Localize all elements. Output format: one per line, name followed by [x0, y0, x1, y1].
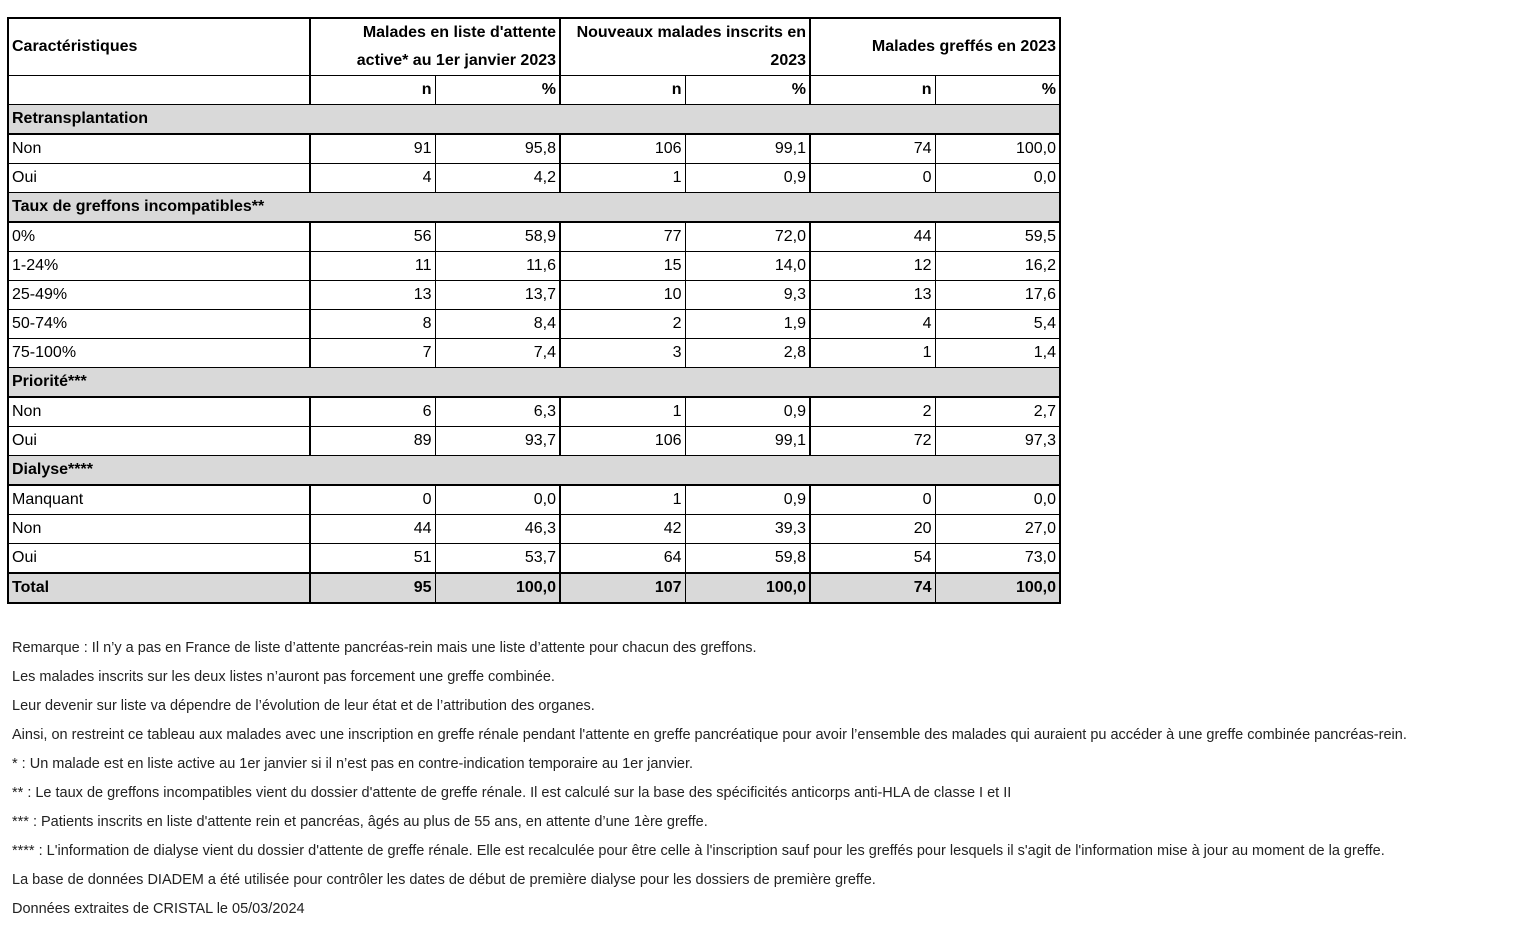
cell-count: 64	[560, 544, 685, 574]
footnote-line: Les malades inscrits sur les deux listes n’auront pas forcement une greffe combinée.	[12, 669, 555, 685]
row-label: Oui	[8, 427, 310, 456]
cell-percent: 9,3	[685, 281, 810, 310]
subheader-blank	[8, 76, 310, 105]
cell-count: 56	[310, 222, 435, 252]
cell-count: 2	[810, 397, 935, 427]
section-title: Taux de greffons incompatibles**	[8, 193, 1060, 223]
cell-count: 72	[810, 427, 935, 456]
table-row	[8, 397, 1060, 427]
cell-count: 2	[560, 310, 685, 339]
cell-count: 106	[560, 134, 685, 164]
cell-percent: 99,1	[685, 134, 810, 164]
total-percent: 100,0	[435, 573, 560, 603]
table-row	[8, 544, 1060, 574]
cell-count: 15	[560, 252, 685, 281]
cell-percent: 8,4	[435, 310, 560, 339]
cell-percent: 11,6	[435, 252, 560, 281]
cell-percent: 17,6	[935, 281, 1060, 310]
section-title: Priorité***	[8, 368, 1060, 398]
row-label: Oui	[8, 544, 310, 574]
cell-count: 1	[560, 397, 685, 427]
cell-percent: 1,4	[935, 339, 1060, 368]
cell-percent: 16,2	[935, 252, 1060, 281]
cell-percent: 1,9	[685, 310, 810, 339]
table-row	[8, 515, 1060, 544]
row-label: Oui	[8, 164, 310, 193]
subheader-pct: %	[435, 76, 560, 105]
cell-percent: 93,7	[435, 427, 560, 456]
total-percent: 100,0	[685, 573, 810, 603]
footnote-line: Données extraites de CRISTAL le 05/03/2024	[12, 901, 305, 917]
cell-percent: 27,0	[935, 515, 1060, 544]
cell-count: 3	[560, 339, 685, 368]
cell-count: 74	[810, 134, 935, 164]
total-count: 74	[810, 573, 935, 603]
total-row	[8, 573, 1060, 603]
cell-percent: 39,3	[685, 515, 810, 544]
cell-percent: 97,3	[935, 427, 1060, 456]
cell-count: 44	[310, 515, 435, 544]
header-new-patients: Nouveaux malades inscrits en 2023	[560, 18, 810, 76]
cell-percent: 46,3	[435, 515, 560, 544]
cell-count: 0	[310, 485, 435, 515]
cell-percent: 14,0	[685, 252, 810, 281]
cell-count: 20	[810, 515, 935, 544]
cell-percent: 59,8	[685, 544, 810, 574]
table-row	[8, 310, 1060, 339]
cell-percent: 0,9	[685, 485, 810, 515]
cell-count: 7	[310, 339, 435, 368]
cell-count: 13	[810, 281, 935, 310]
cell-count: 10	[560, 281, 685, 310]
table-row	[8, 164, 1060, 193]
cell-percent: 73,0	[935, 544, 1060, 574]
cell-percent: 4,2	[435, 164, 560, 193]
table-subheader-row	[8, 76, 1060, 105]
cell-count: 91	[310, 134, 435, 164]
characteristics-table	[7, 17, 1061, 604]
cell-percent: 5,4	[935, 310, 1060, 339]
cell-percent: 6,3	[435, 397, 560, 427]
table-row	[8, 339, 1060, 368]
cell-count: 4	[810, 310, 935, 339]
cell-percent: 59,5	[935, 222, 1060, 252]
table-body	[8, 105, 1060, 604]
cell-percent: 99,1	[685, 427, 810, 456]
cell-percent: 53,7	[435, 544, 560, 574]
footnote-line: **** : L'information de dialyse vient du dossier d'attente de greffe rénale. Elle est recalculée pour être celle à l'inscription sauf pour les greffés pour lesquels il s'agit de l'information mise à jour au moment de la greffe.	[12, 843, 1385, 859]
subheader-n: n	[310, 76, 435, 105]
total-percent: 100,0	[935, 573, 1060, 603]
cell-percent: 0,0	[435, 485, 560, 515]
cell-count: 89	[310, 427, 435, 456]
row-label: Non	[8, 134, 310, 164]
total-count: 107	[560, 573, 685, 603]
header-transplanted: Malades greffés en 2023	[810, 18, 1060, 76]
cell-count: 13	[310, 281, 435, 310]
cell-count: 51	[310, 544, 435, 574]
section-header-row	[8, 368, 1060, 398]
cell-count: 11	[310, 252, 435, 281]
cell-percent: 95,8	[435, 134, 560, 164]
footnote-line: Leur devenir sur liste va dépendre de l’évolution de leur état et de l’attribution des organes.	[12, 698, 595, 714]
row-label: Manquant	[8, 485, 310, 515]
subheader-n: n	[560, 76, 685, 105]
cell-percent: 2,8	[685, 339, 810, 368]
cell-count: 0	[810, 164, 935, 193]
section-title: Retransplantation	[8, 105, 1060, 135]
table-row	[8, 281, 1060, 310]
cell-percent: 100,0	[935, 134, 1060, 164]
table-row	[8, 222, 1060, 252]
subheader-pct: %	[685, 76, 810, 105]
footnote-line: Remarque : Il n’y a pas en France de liste d’attente pancréas-rein mais une liste d’attente pour chacun des greffons.	[12, 640, 757, 656]
cell-count: 54	[810, 544, 935, 574]
cell-count: 6	[310, 397, 435, 427]
cell-count: 42	[560, 515, 685, 544]
cell-count: 12	[810, 252, 935, 281]
table-header-row	[8, 18, 1060, 76]
cell-count: 44	[810, 222, 935, 252]
section-header-row	[8, 456, 1060, 486]
cell-count: 0	[810, 485, 935, 515]
footnotes	[12, 637, 1507, 927]
cell-percent: 0,0	[935, 485, 1060, 515]
row-label: Non	[8, 515, 310, 544]
table-row	[8, 252, 1060, 281]
row-label: 0%	[8, 222, 310, 252]
table-row	[8, 427, 1060, 456]
cell-count: 77	[560, 222, 685, 252]
cell-percent: 13,7	[435, 281, 560, 310]
row-label: 25-49%	[8, 281, 310, 310]
footnote-line: Ainsi, on restreint ce tableau aux malades avec une inscription en greffe rénale pendant l'attente en greffe pancréatique pour avoir l’ensemble des malades qui auraient pu accéder à une greffe combinée pancréas-rein.	[12, 727, 1407, 743]
subheader-n: n	[810, 76, 935, 105]
footnote-line: ** : Le taux de greffons incompatibles vient du dossier d'attente de greffe rénale. Il est calculé sur la base des spécificités anticorps anti-HLA de classe I et II	[12, 785, 1012, 801]
cell-count: 8	[310, 310, 435, 339]
footnote-line: *** : Patients inscrits en liste d'attente rein et pancréas, âgés au plus de 55 ans, en attente d’une 1ère greffe.	[12, 814, 708, 830]
cell-percent: 0,9	[685, 397, 810, 427]
subheader-pct: %	[935, 76, 1060, 105]
total-count: 95	[310, 573, 435, 603]
cell-percent: 0,9	[685, 164, 810, 193]
cell-percent: 72,0	[685, 222, 810, 252]
footnote-line: * : Un malade est en liste active au 1er janvier si il n’est pas en contre-indication temporaire au 1er janvier.	[12, 756, 694, 772]
total-label: Total	[8, 573, 310, 603]
header-waiting-list: Malades en liste d'attente active* au 1er janvier 2023	[310, 18, 560, 76]
section-header-row	[8, 105, 1060, 135]
cell-percent: 58,9	[435, 222, 560, 252]
cell-count: 106	[560, 427, 685, 456]
section-header-row	[8, 193, 1060, 223]
cell-count: 1	[560, 485, 685, 515]
cell-count: 1	[560, 164, 685, 193]
row-label: 50-74%	[8, 310, 310, 339]
table-row	[8, 134, 1060, 164]
cell-percent: 7,4	[435, 339, 560, 368]
table-row	[8, 485, 1060, 515]
row-label: 75-100%	[8, 339, 310, 368]
cell-count: 4	[310, 164, 435, 193]
cell-count: 1	[810, 339, 935, 368]
row-label: Non	[8, 397, 310, 427]
header-characteristics: Caractéristiques	[8, 18, 310, 76]
cell-percent: 0,0	[935, 164, 1060, 193]
section-title: Dialyse****	[8, 456, 1060, 486]
cell-percent: 2,7	[935, 397, 1060, 427]
row-label: 1-24%	[8, 252, 310, 281]
footnote-line: La base de données DIADEM a été utilisée pour contrôler les dates de début de première dialyse pour les dossiers de première greffe.	[12, 872, 876, 888]
